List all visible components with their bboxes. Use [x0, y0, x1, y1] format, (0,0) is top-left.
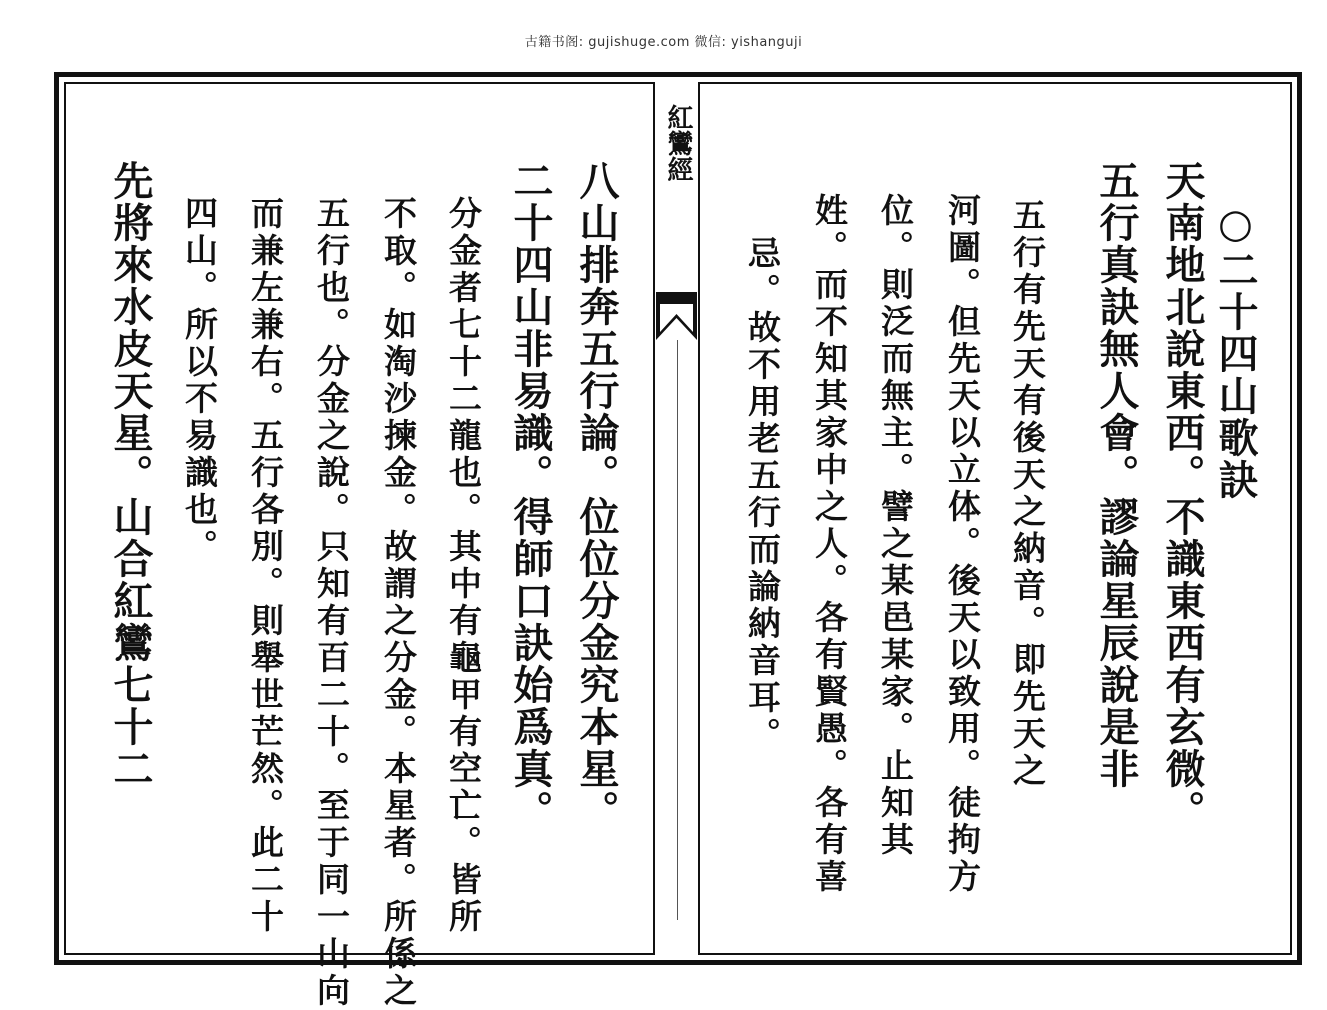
left-verse-2: 二十四山非易識。得師口訣始爲真。	[507, 160, 554, 832]
right-verse-1: 天南地北說東西。不識東西有玄微。	[1159, 160, 1206, 832]
spine-rule	[677, 340, 678, 920]
left-commentary-line-5: 四山。所以不易識也。	[180, 196, 219, 566]
right-commentary-line-5: 忌。故不用老五行而論納音耳。	[743, 236, 782, 754]
right-commentary-line-2: 河圖。但先天以立体。後天以致用。徒拘方	[943, 193, 982, 896]
left-commentary-line-3: 五行也。分金之說。只知有百二十。至于同一山向	[312, 196, 351, 1010]
fishtail-ornament-icon	[656, 292, 697, 340]
left-commentary-line-2: 不取。如淘沙揀金。故謂之分金。本星者。所係之	[379, 196, 418, 1010]
right-commentary-line-1: 五行有先天有後天之納音。即先天之	[1008, 198, 1047, 790]
left-verse-3: 先將來水皮天星。山合紅鸞七十二	[107, 160, 154, 790]
left-commentary-line-4: 而兼左兼右。五行各別。則舉世芒然。此二十	[246, 196, 285, 936]
right-verse-2: 五行真訣無人會。謬論星辰說是非	[1093, 160, 1140, 790]
right-commentary-line-4: 姓。而不知其家中之人。各有賢愚。各有喜	[810, 193, 849, 896]
spine-title: 紅鸞經	[663, 104, 693, 182]
left-verse-1: 八山排奔五行論。位位分金究本星。	[573, 160, 620, 832]
left-commentary-line-1: 分金者七十二龍也。其中有龜甲有空亡。皆所	[444, 196, 483, 936]
book-spine	[653, 82, 700, 955]
watermark-text: 古籍书阁: gujishuge.com 微信: yishanguji	[524, 35, 803, 50]
right-commentary-line-3: 位。則泛而無主。譬之某邑某家。止知其	[876, 193, 915, 859]
right-heading: ○二十四山歌訣	[1212, 200, 1259, 501]
